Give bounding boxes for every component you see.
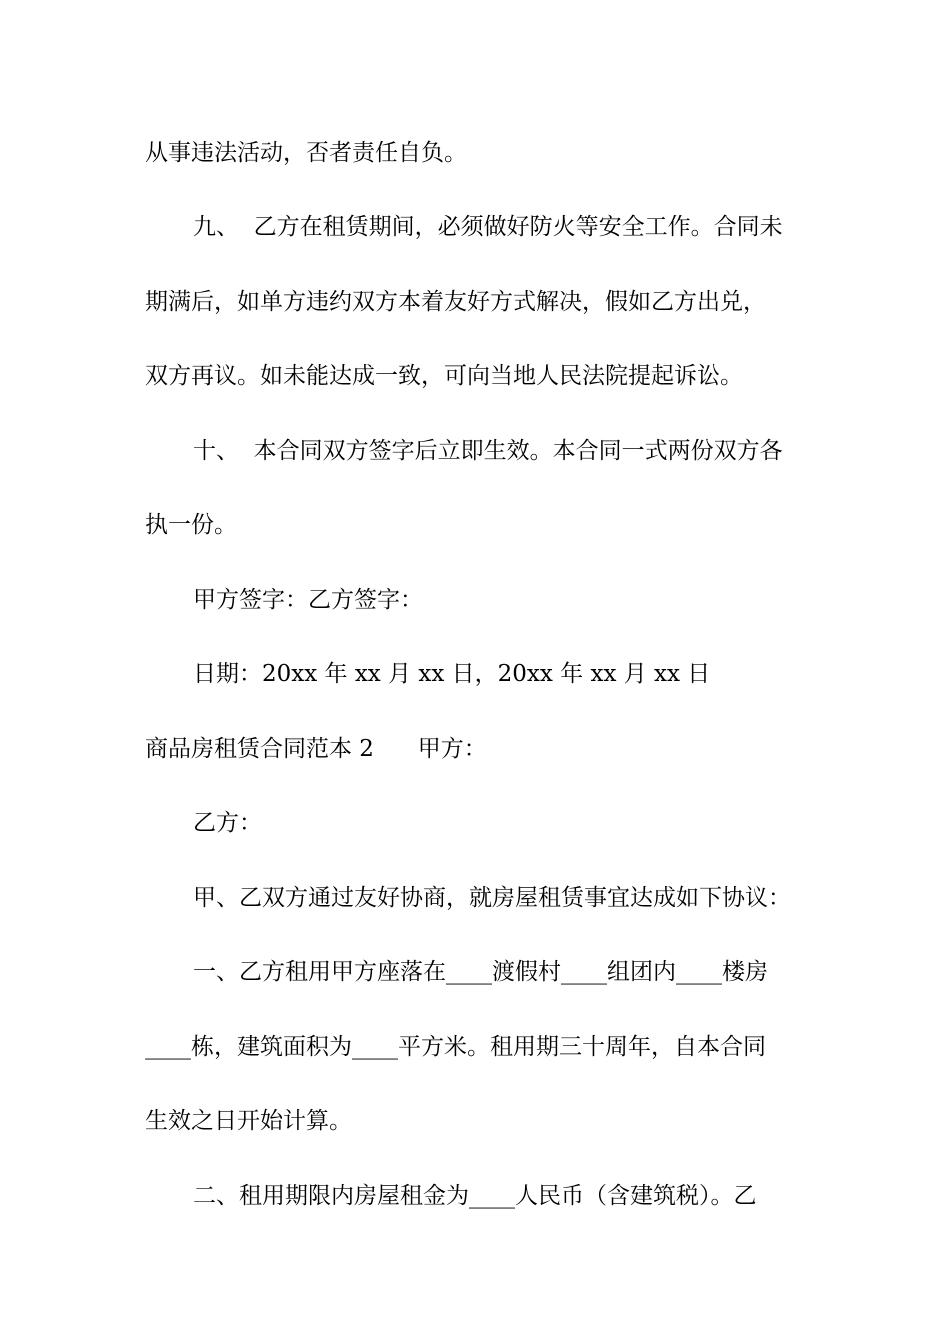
text-line: 双方再议。如未能达成一致，可向当地人民法院提起诉讼。 — [145, 363, 743, 389]
text-line: 十、 本合同双方签字后立即生效。本合同一式两份双方各 — [193, 438, 783, 464]
text-line: 二、租用期限内房屋租金为____人民币（含建筑税）。乙 — [193, 1183, 757, 1209]
text-line: 甲、乙双方通过友好协商，就房屋租赁事宜达成如下协议： — [193, 885, 791, 911]
text-line: 从事违法活动，否者责任自负。 — [145, 140, 467, 166]
text-line: 乙方： — [193, 810, 262, 836]
section-heading: 商品房租赁合同范本 2 甲方： — [145, 736, 487, 762]
text-line: 甲方签字：乙方签字： — [193, 587, 423, 613]
text-line: 期满后，如单方违约双方本着友好方式解决，假如乙方出兑， — [145, 289, 766, 315]
text-line: 一、乙方租用甲方座落在____渡假村____组团内____楼房 — [193, 959, 768, 985]
text-line: 执一份。 — [145, 512, 237, 538]
text-line: ____栋，建筑面积为____平方米。租用期三十周年，自本合同 — [145, 1034, 766, 1060]
text-line: 九、 乙方在租赁期间，必须做好防火等安全工作。合同未 — [193, 214, 783, 240]
text-line: 生效之日开始计算。 — [145, 1108, 352, 1134]
text-line: 日期：20xx 年 xx 月 xx 日，20xx 年 xx 月 xx 日 — [193, 661, 711, 687]
